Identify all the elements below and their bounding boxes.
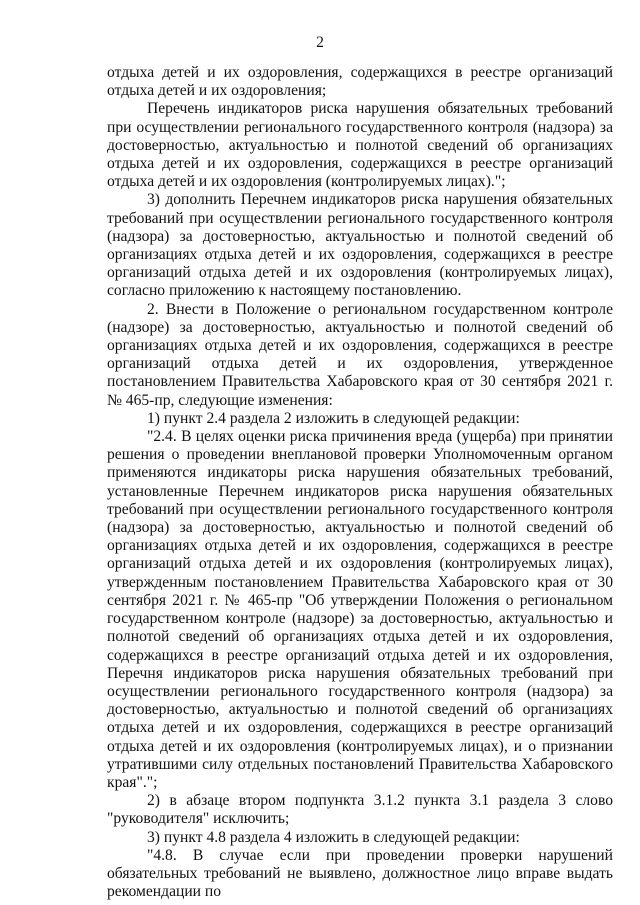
document-body xyxy=(107,64,613,901)
paragraph: "4.8. В случае если при проведении проверки нарушений обязательных требований не выявлено, должностное лицо вправе выдать рекомендации по xyxy=(107,846,613,901)
paragraph: 2. Внести в Положение о региональном государственном контроле (надзоре) за достоверностью, актуальностью и полнотой сведений об организациях отдыха детей и их оздоровления, содержащихся в реестре организаций отдыха детей и их оздоровления, утвержденное постановлением Правительства Хабаровского края от 30 сентября 2021 г. № 465-пр, следующие изменения: xyxy=(107,300,613,409)
paragraph: 2) в абзаце втором подпункта 3.1.2 пункта 3.1 раздела 3 слово "руководителя" исключить; xyxy=(107,792,613,828)
paragraph: Перечень индикаторов риска нарушения обязательных требований при осуществлении регионального государственного контроля (надзора) за достоверностью, актуальностью и полнотой сведений об организациях отдыха детей и их оздоровления, содержащихся в реестре организаций отдыха детей и их оздоровления (контролируемых лицах)."; xyxy=(107,100,613,191)
paragraph: "2.4. В целях оценки риска причинения вреда (ущерба) при принятии решения о проведении внеплановой проверки Уполномоченным органом применяются индикаторы риска нарушения обязательных требований, установленные Перечнем индикаторов риска нарушения обязательных требований при осуществлении регионального государственного контроля (надзора) за достоверностью, актуальностью и полнотой сведений об организациях отдыха детей и их оздоровления, содержащихся в реестре организаций отдыха детей и их оздоровления (контролируемых лицах), утвержденным постановлением Правительства Хабаровского края от 30 сентября 2021 г. № 465-пр "Об утверждении Положения о региональном государственном контроле (надзоре) за достоверностью, актуальностью и полнотой сведений об организациях отдыха детей и их оздоровления, содержащихся в реестре организаций отдыха детей и их оздоровления, Перечня индикаторов риска нарушения обязательных требований при осуществлении регионального государственного контроля (надзора) за достоверностью, актуальностью и полнотой сведений об организациях отдыха детей и их оздоровления, содержащихся в реестре организаций отдыха детей и их оздоровления (контролируемых лицах), и о признании утратившими силу отдельных постановлений Правительства Хабаровского края"."; xyxy=(107,428,613,791)
paragraph: отдыха детей и их оздоровления, содержащихся в реестре организаций отдыха детей и их оздоровления; xyxy=(107,64,613,100)
paragraph: 1) пункт 2.4 раздела 2 изложить в следующей редакции: xyxy=(147,409,520,427)
paragraph: 3) пункт 4.8 раздела 4 изложить в следующей редакции: xyxy=(147,828,520,846)
page-number: 2 xyxy=(316,34,324,51)
paragraph: 3) дополнить Перечнем индикаторов риска нарушения обязательных требований при осуществлении регионального государственного контроля (надзора) за достоверностью, актуальностью и полнотой сведений об организациях отдыха детей и их оздоровления, содержащихся в реестре организаций отдыха детей и их оздоровления (контролируемых лицах), согласно приложению к настоящему постановлению. xyxy=(107,191,613,300)
